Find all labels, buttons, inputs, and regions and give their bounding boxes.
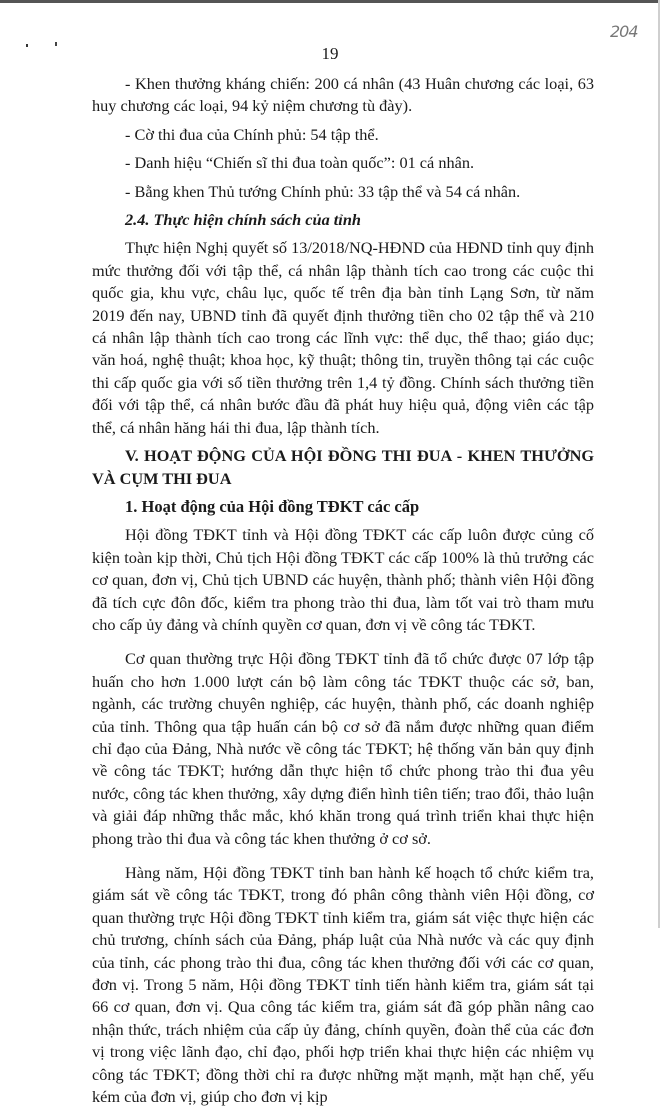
paragraph-training: Cơ quan thường trực Hội đồng TĐKT tỉnh đã tổ chức được 07 lớp tập huấn cho hơn 1.000 lượt cán bộ làm công tác TĐKT thuộc các sở, ban, ngành, các trường chuyên nghiệp, các huyện, thành phố, các doanh nghiệp của tỉnh. Thông qua tập huấn cán bộ cơ sở đã nắm được những quan điểm chỉ đạo của Đảng, Nhà nước về công tác TĐKT; hệ thống văn bản quy định về công tác TĐKT; hướng dẫn thực hiện tổ chức phong trào thi đua yêu nước, công tác khen thưởng, xây dựng điển hình tiên tiến; trao đổi, thảo luận và giải đáp những thắc mắc, khó khăn trong quá trình triển khai thực hiện phong trào thi đua và công tác khen thưởng ở cơ sở. [92,649,594,848]
bullet-government-flag: - Cờ thi đua của Chính phủ: 54 tập thể. [125,124,379,144]
scan-top-edge [0,0,660,3]
section-2-4-heading: 2.4. Thực hiện chính sách của tỉnh [125,210,361,230]
handwritten-page-number: 204 [610,22,638,41]
page-number: 19 [321,44,339,63]
section-v-heading: V. HOẠT ĐỘNG CỦA HỘI ĐỒNG THI ĐUA - KHEN THƯỞNG VÀ CỤM THI ĐUA [92,446,594,488]
document-body [92,73,594,1108]
bullet-resistance-awards: - Khen thưởng kháng chiến: 200 cá nhân (43 Huân chương các loại, 63 huy chương các loại, 94 kỷ niệm chương tù đày). [92,74,594,116]
bullet-national-emulation-title: - Danh hiệu “Chiến sĩ thi đua toàn quốc”: 01 cá nhân. [125,153,475,173]
section-v-subheading: 1. Hoạt động của Hội đồng TĐKT các cấp [125,496,420,516]
section-2-4-paragraph: Thực hiện Nghị quyết số 13/2018/NQ-HĐND của HĐND tỉnh quy định mức thưởng đối với tập thể, cá nhân lập thành tích cao trong các cuộc thi quốc gia, khu vực, châu lục, quốc tế trên địa bàn tỉnh Lạng Sơn, từ năm 2019 đến nay, UBND tỉnh đã quyết định thưởng tiền cho 02 tập thể và 210 cá nhân lập thành tích cao trong các lĩnh vực: thể dục, thể thao; giáo dục; văn hoá, nghệ thuật; khoa học, kỹ thuật; thông tin, truyền thông tại các cuộc thi cấp quốc gia với số tiền thưởng trên 1,4 tỷ đồng. Chính sách thưởng tiền đối với tập thể, cá nhân bước đầu đã phát huy hiệu quả, động viên các tập thể, cá nhân hăng hái thi đua, lập thành tích. [92,238,594,437]
paragraph-council-activities: Hội đồng TĐKT tỉnh và Hội đồng TĐKT các cấp luôn được củng cố kiện toàn kịp thời, Chủ tịch Hội đồng TĐKT các cấp 100% là thủ trưởng các cơ quan, đơn vị, Chủ tịch UBND các huyện, thành phố; thành viên Hội đồng đã tích cực đôn đốc, kiểm tra phong trào thi đua, làm tốt vai trò tham mưu cho cấp ủy đảng và chính quyền cơ quan, đơn vị về công tác TĐKT. [92,525,594,634]
bullet-pm-certificate: - Bằng khen Thủ tướng Chính phủ: 33 tập thể và 54 cá nhân. [125,181,521,201]
paragraph-inspection: Hàng năm, Hội đồng TĐKT tỉnh ban hành kế hoạch tổ chức kiểm tra, giám sát về công tác TĐKT, trong đó phân công thành viên Hội đồng, cơ quan thường trực Hội đồng TĐKT tỉnh kiểm tra, giám sát việc thực hiện các chủ trương, chính sách của Đảng, pháp luật của Nhà nước và các quy định của tỉnh, các phong trào thi đua, công tác khen thưởng đối với các cơ quan, đơn vị. Trong 5 năm, Hội đồng TĐKT tỉnh tiến hành kiểm tra, giám sát tại 66 cơ quan, đơn vị. Qua công tác kiểm tra, giám sát đã góp phần nâng cao nhận thức, trách nhiệm của cấp ủy đảng, chính quyền, đoàn thể của các đơn vị trong việc lãnh đạo, chỉ đạo, phối hợp triển khai thực hiện các nhiệm vụ công tác TĐKT; đồng thời chỉ ra được những mặt mạnh, mặt hạn chế, yếu kém của đơn vị, giúp cho đơn vị kịp [92,863,594,1107]
